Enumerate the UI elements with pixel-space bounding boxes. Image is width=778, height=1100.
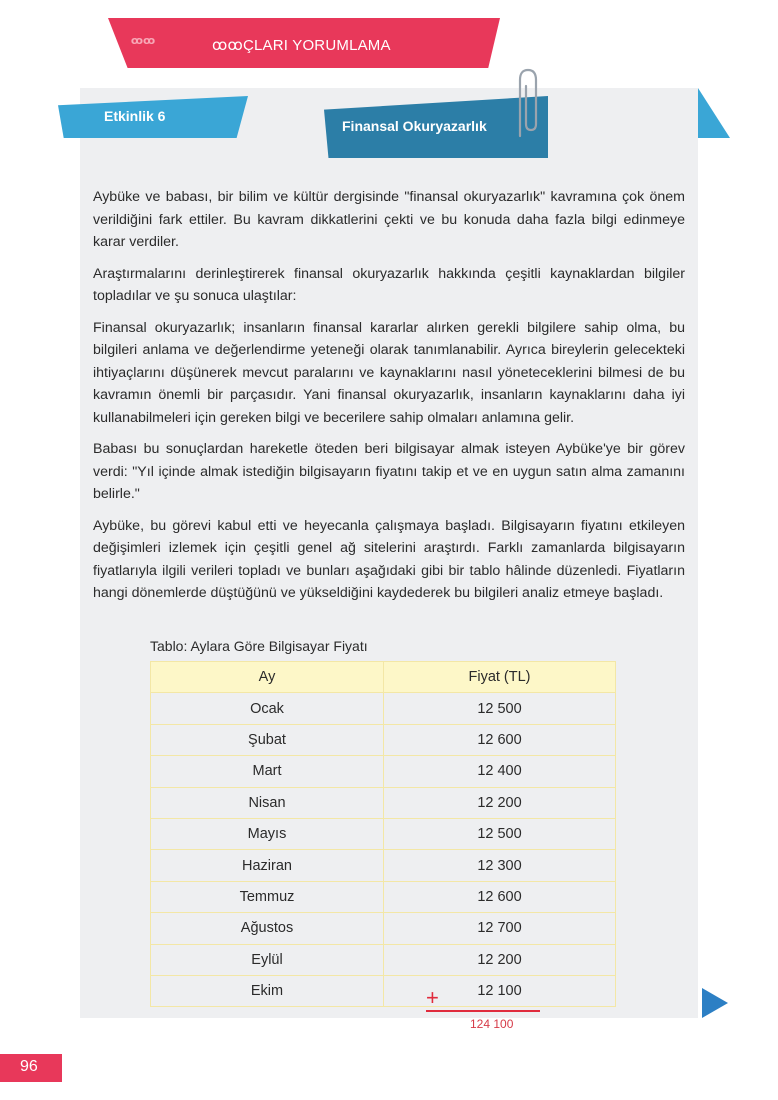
handwritten-sum-line: [426, 1010, 540, 1012]
price-table: [150, 661, 616, 1010]
paperclip-icon: [506, 66, 546, 138]
section-badge-icon: ꝏꝏ: [130, 35, 156, 47]
activity-number: Etkinlik 6: [104, 108, 166, 124]
month-cell: Mayıs: [151, 818, 384, 849]
paragraph: Aybüke ve babası, bir bilim ve kültür dergisinde "finansal okuryazarlık" kavramına çok önem verildiğini fark ettiler. Bu kavram dikkatlerini çekti ve bu konuda daha fazla bilgi edinmeye karar verdiler.: [93, 189, 685, 250]
column-header-month: Ay: [151, 662, 384, 693]
table-caption: Tablo: Aylara Göre Bilgisayar Fiyatı: [150, 638, 368, 654]
table-row: [151, 724, 616, 755]
price-cell: 12 400: [384, 756, 616, 787]
paragraph: Babası bu sonuçlardan hareketle öteden beri bilgisayar almak isteyen Aybüke'ye bir görev verdi: "Yıl içinde almak istediğin bilgisayarın fiyatını takip et ve en uygun satın alma zamanını belirle.": [93, 441, 685, 502]
month-cell: Şubat: [151, 724, 384, 755]
table-row: [151, 693, 616, 724]
price-cell: 12 100: [384, 975, 616, 1006]
play-arrow-icon[interactable]: [702, 988, 728, 1018]
month-cell: Ocak: [151, 693, 384, 724]
page-number: 96: [20, 1058, 38, 1075]
table-row: [151, 850, 616, 881]
card-corner-flap: [698, 88, 730, 138]
price-cell: 12 600: [384, 724, 616, 755]
paragraph: Finansal okuryazarlık; insanların finansal kararlar alırken gerekli bilgilere sahip olma, bu bilgileri anlama ve değerlendirme yeteneği olarak tanımlanabilir. Ayrıca bireylerin gelecekteki ihtiyaçlarını düşünerek mevcut paralarını ve kaynaklarını nasıl yöneteceklerini bilmesi de bu kavramın önemli bir parçasıdır. Yani finansal okuryazarlık, insanların kaynaklarını daha iyi kullanabilmeleri için gereken bilgi ve becerilere sahip olmaları anlamına gelir.: [93, 319, 685, 426]
paragraph: Araştırmalarını derinleştirerek finansal okuryazarlık hakkında çeşitli kaynaklardan bilgiler topladılar ve şu sonuca ulaştılar:: [93, 265, 685, 304]
price-cell: 12 200: [384, 944, 616, 975]
month-cell: Ekim: [151, 975, 384, 1006]
table-row: [151, 787, 616, 818]
table-header-row: [151, 662, 616, 693]
month-cell: Temmuz: [151, 881, 384, 912]
handwritten-total: 124 100: [470, 1017, 514, 1031]
table-row: [151, 818, 616, 849]
month-cell: Ağustos: [151, 913, 384, 944]
month-cell: Mart: [151, 756, 384, 787]
table-row: [151, 913, 616, 944]
section-title: ꝏꝏÇLARI YORUMLAMA: [212, 37, 391, 54]
month-cell: Nisan: [151, 787, 384, 818]
price-cell: 12 300: [384, 850, 616, 881]
table-row: [151, 975, 616, 1006]
price-cell: 12 500: [384, 693, 616, 724]
table-row: [151, 756, 616, 787]
price-cell: 12 600: [384, 881, 616, 912]
price-cell: 12 700: [384, 913, 616, 944]
handwritten-plus-sign: +: [426, 985, 439, 1010]
month-cell: Haziran: [151, 850, 384, 881]
column-header-price: Fiyat (TL): [384, 662, 616, 693]
paragraph: Aybüke, bu görevi kabul etti ve heyecanla çalışmaya başladı. Bilgisayarın fiyatını etkileyen değişimleri izlemek için çeşitli genel ağ sitelerini araştırdı. Farklı zamanlarda bilgisayarın fiyatlarıyla ilgili verileri topladı ve bunları aşağıdaki gibi bir tablo hâlinde düzenledi. Fiyatların hangi dönemlerde düştüğünü ve yükseldiğini kaydederek bu bilgileri analiz etmeye başladı.: [93, 517, 685, 601]
activity-topic: Finansal Okuryazarlık: [342, 118, 487, 134]
table-row: [151, 944, 616, 975]
table-row: [151, 881, 616, 912]
price-cell: 12 200: [384, 787, 616, 818]
activity-text: [93, 186, 685, 614]
month-cell: Eylül: [151, 944, 384, 975]
price-cell: 12 500: [384, 818, 616, 849]
